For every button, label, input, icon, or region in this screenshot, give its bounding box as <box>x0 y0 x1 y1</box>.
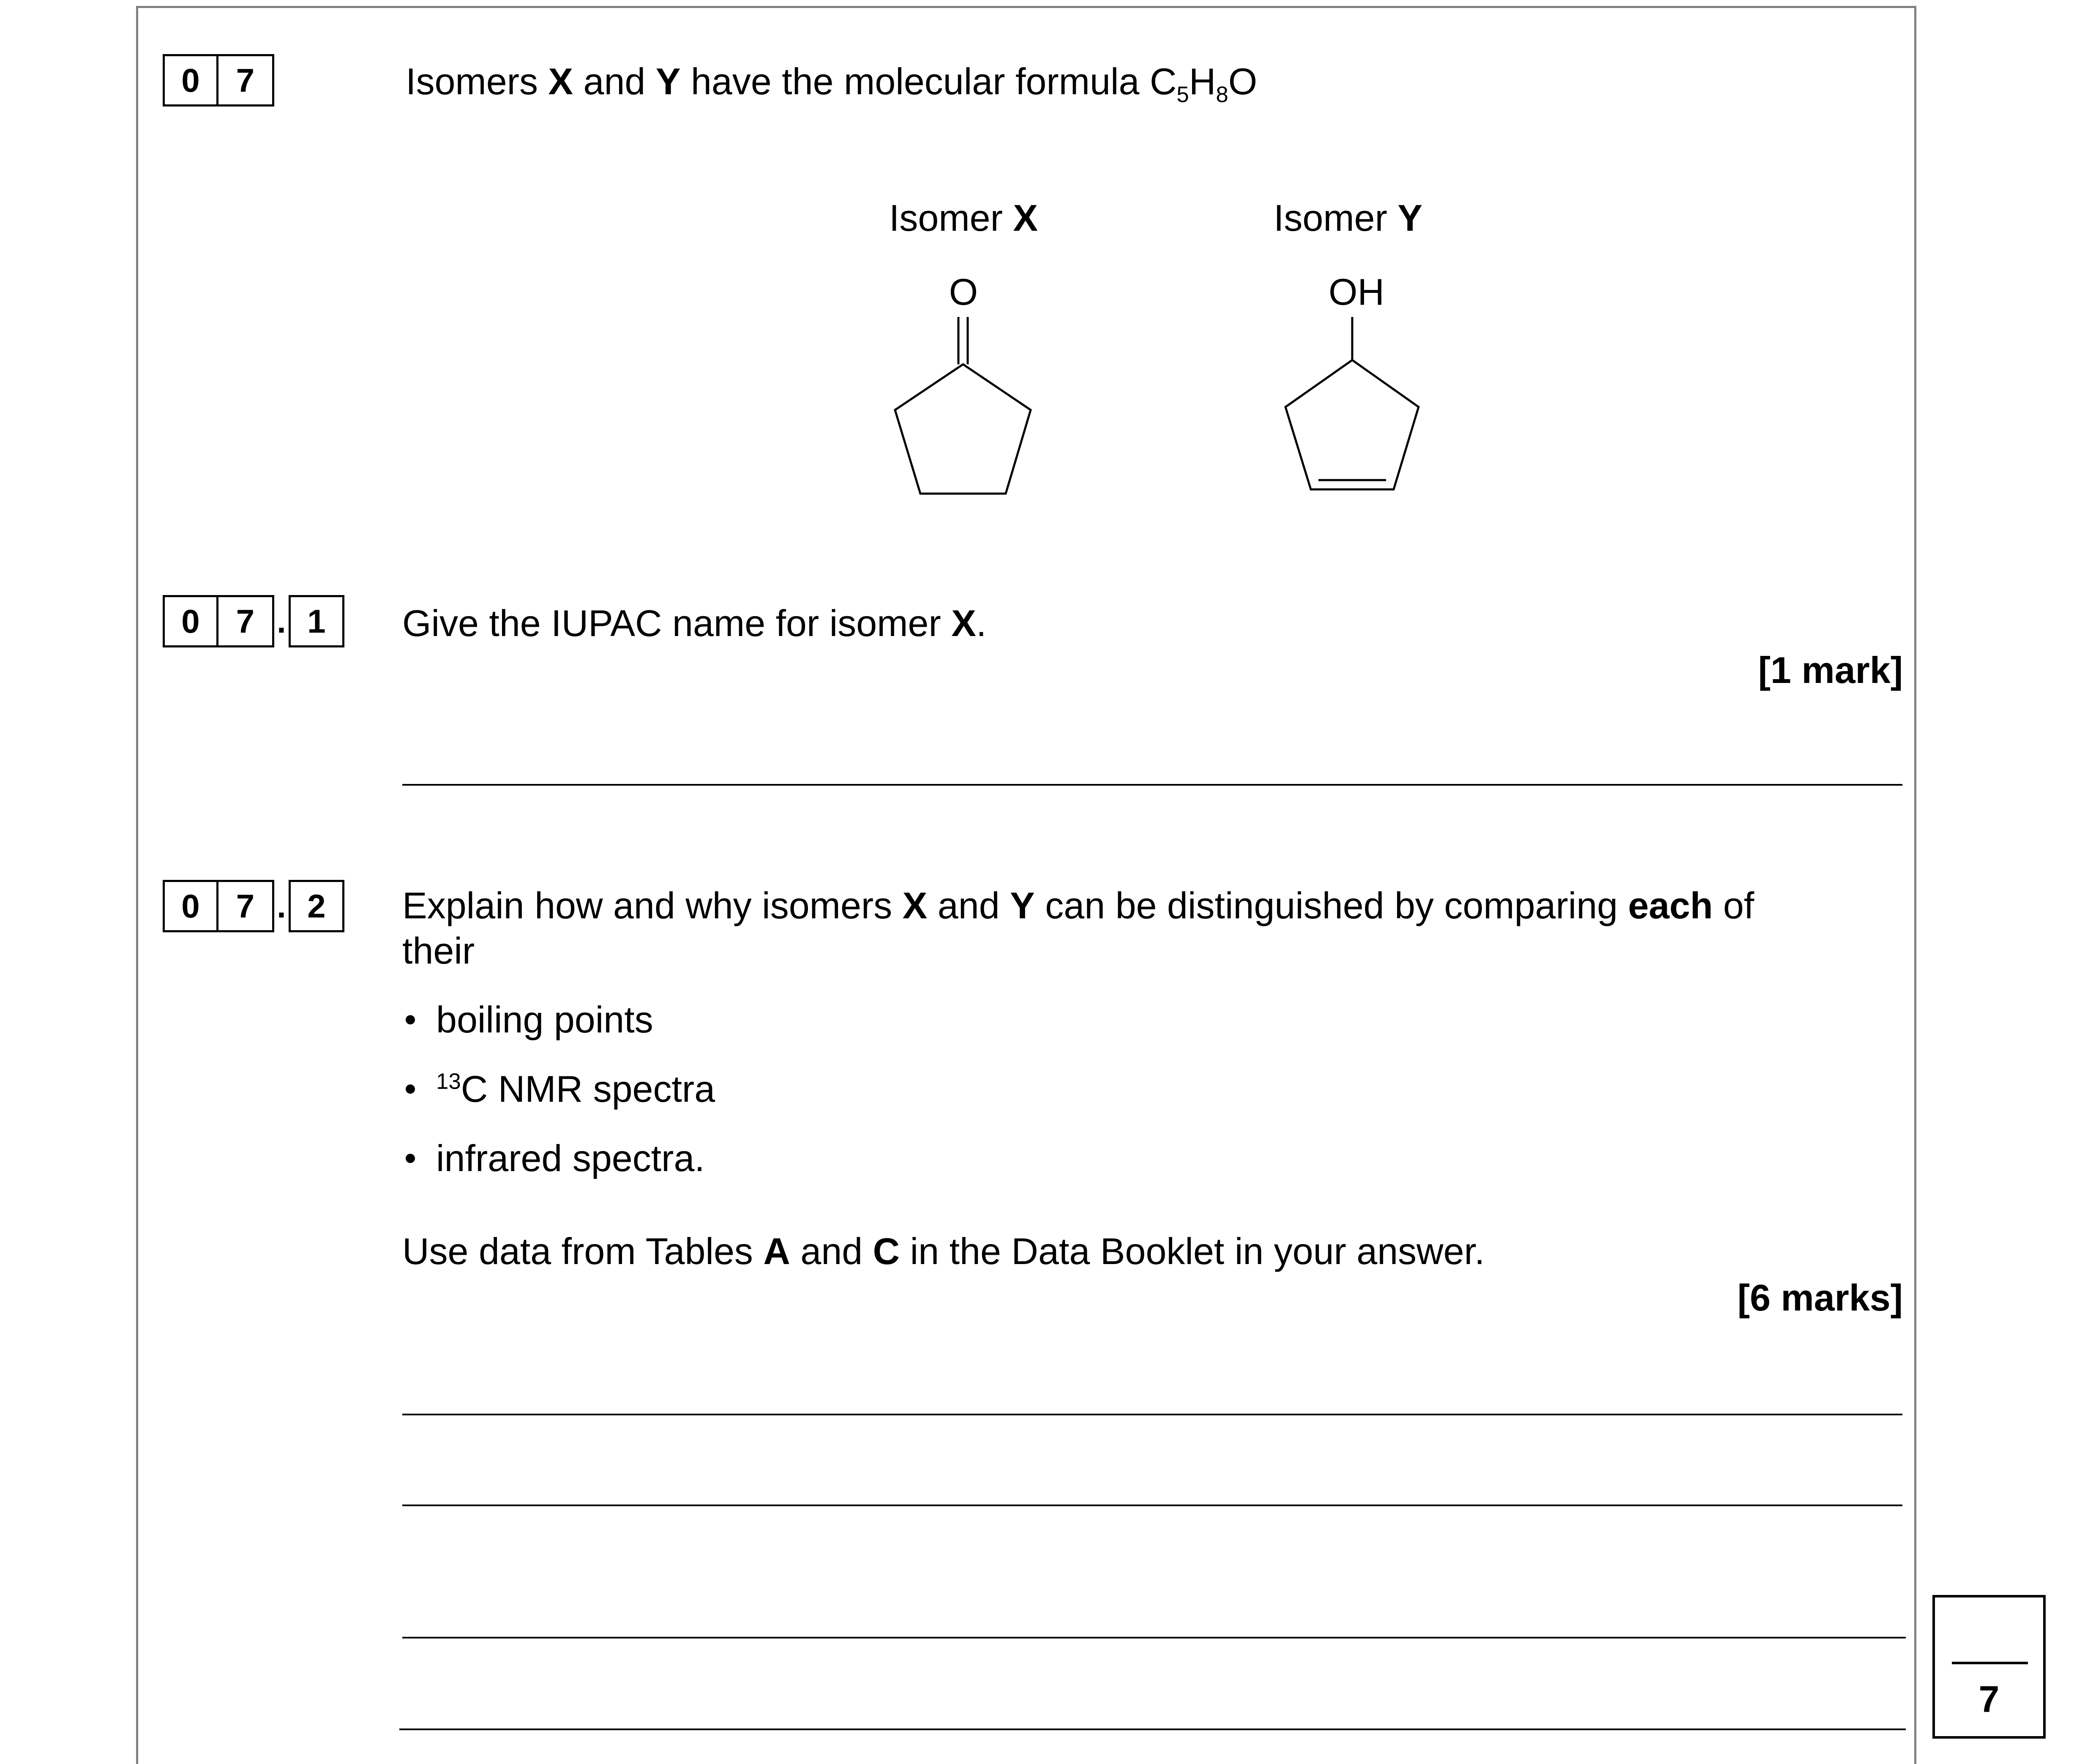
question-number-box <box>163 54 274 106</box>
score-divider <box>1952 1662 2028 1664</box>
part-07-2-data-instruction: Use data from Tables A and C in the Data Booklet in your answer. <box>402 1230 1485 1272</box>
part-07-2-number-box: 0 7 . 2 <box>163 880 344 932</box>
bullet-c13-nmr: $^{13}$C NMR spectra <box>406 1068 715 1111</box>
part-07-2-digit-1: 0 <box>163 880 218 932</box>
isomer-x-structure <box>866 313 1061 507</box>
part-07-1-digit-3: 1 <box>289 595 344 647</box>
part-07-1-marks: [1 mark] <box>1758 649 1903 691</box>
part-07-1-number-box: 0 7 . 1 <box>163 595 344 647</box>
answer-line[interactable] <box>402 1505 1902 1506</box>
part-07-2-question-line2: their <box>402 930 475 972</box>
isomer-y-label: Isomer Y <box>1273 197 1423 239</box>
isomer-y-structure <box>1251 313 1445 507</box>
isomer-x-label: Isomer X <box>889 197 1038 239</box>
question-digit-2: 7 <box>218 54 274 106</box>
answer-line[interactable] <box>402 1637 1906 1638</box>
part-07-2-marks: [6 marks] <box>1737 1277 1903 1319</box>
bullet-infrared: infrared spectra. <box>406 1137 705 1180</box>
question-digit-1: 0 <box>163 54 218 106</box>
part-07-2-digit-2: 7 <box>218 880 274 932</box>
score-box <box>1932 1595 2046 1739</box>
part-07-1-digit-1: 0 <box>163 595 218 647</box>
part-07-2-question-line1: Explain how and why isomers X and Y can be distinguished by comparing each of <box>402 885 1755 926</box>
part-07-1-question: Give the IUPAC name for isomer X. <box>402 602 987 644</box>
isomer-y-hydroxyl: OH <box>1329 271 1384 313</box>
isomer-x-oxygen: O <box>949 271 978 313</box>
answer-line[interactable] <box>402 784 1902 786</box>
part-07-2-digit-3: 2 <box>289 880 344 932</box>
score-total: 7 <box>1978 1678 2000 1720</box>
answer-line[interactable] <box>402 1414 1902 1415</box>
bullet-boiling-points: boiling points <box>406 998 653 1041</box>
question-intro: Isomers X and Y have the molecular formula $C_5H_8O$ <box>406 60 1258 107</box>
part-07-1-digit-2: 7 <box>218 595 274 647</box>
answer-line[interactable] <box>399 1729 1906 1730</box>
